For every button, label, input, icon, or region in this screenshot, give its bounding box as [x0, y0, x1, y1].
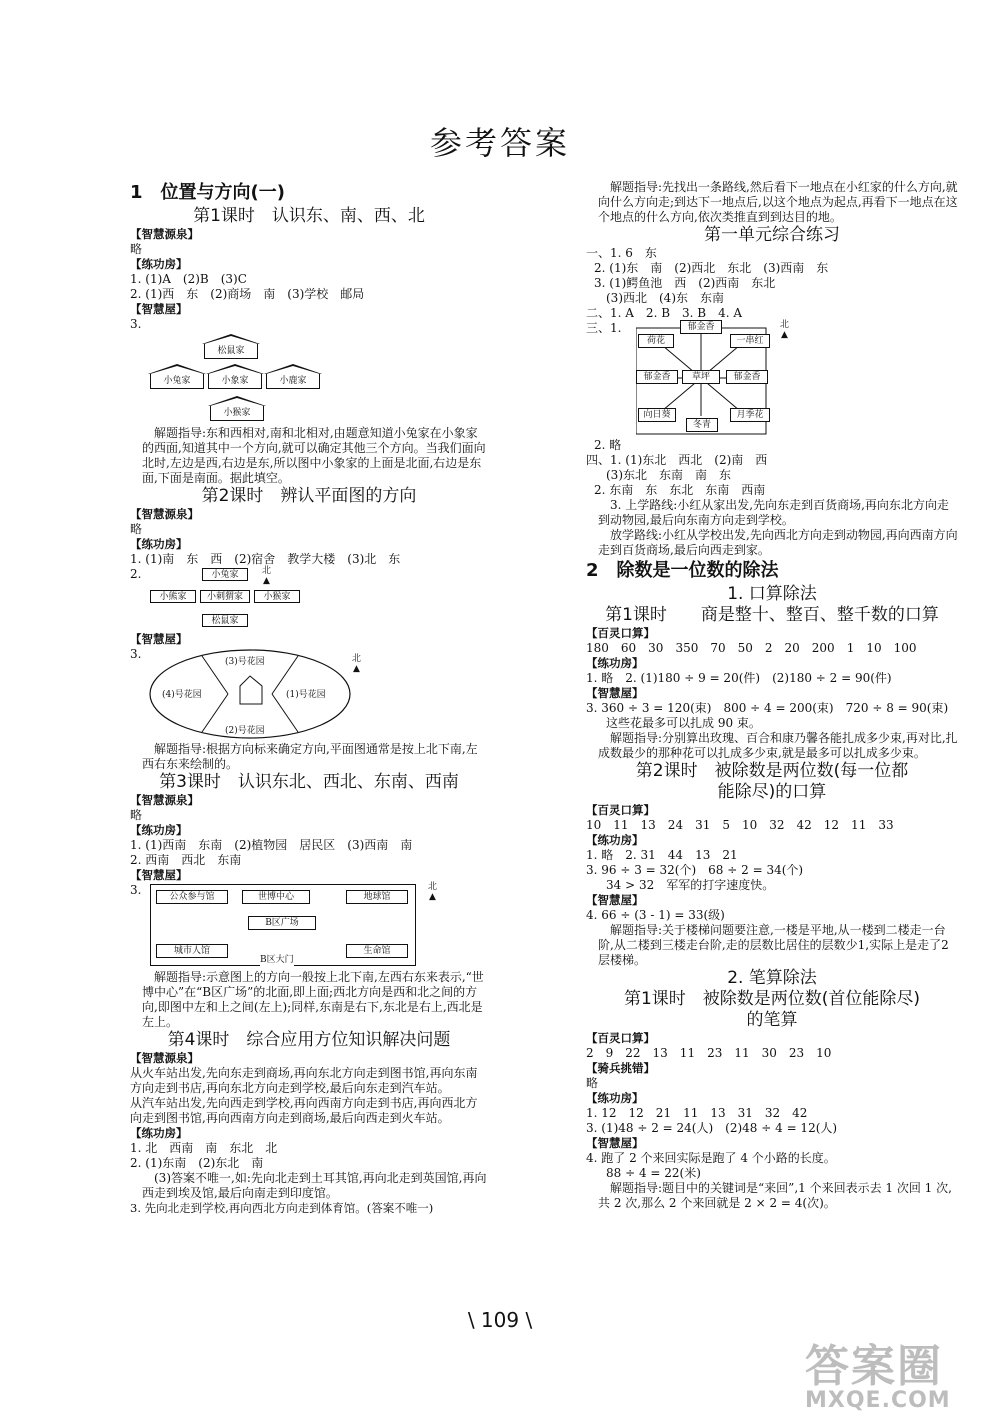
- section-label: 【智慧源泉】: [130, 1051, 199, 1065]
- explanation: 解题指导:分别算出玫瑰、百合和康乃馨各能扎成多少束,再对比,扎成数最少的那种花可以扎成多少束,就是最多可以扎成多少束。: [598, 731, 958, 760]
- explanation: 解题指导:示意图上的方向一般按上北下南,左西右东来表示,“世博中心”在“B区广场”的北面,即上面;西北方向是西和北之间的方向,即图中左和上之间(左上);同样,东南是右下,东北是右上,西北是左上。: [142, 970, 484, 1029]
- answer: 2. 西南 西北 东南: [130, 853, 242, 867]
- answer: 4. 跑了 2 个来回实际是跑了 4 个小路的长度。: [586, 1151, 836, 1165]
- section-label: 【练功房】: [586, 1091, 644, 1105]
- flower-box: 一串红: [730, 334, 770, 348]
- answer: 3.: [130, 883, 142, 897]
- answer: (3)东北 东南 南 东: [606, 468, 731, 482]
- map-box: 地球馆: [346, 890, 408, 904]
- left-column: [130, 180, 488, 1216]
- answer: 3.: [130, 317, 142, 331]
- answer: 3. (1)鳄鱼池 西 (2)西南 东北: [594, 276, 776, 290]
- answer: 180 60 30 350 70 50 2 20 200 1 10 100: [586, 641, 917, 655]
- expo-map-diagram: [130, 884, 488, 968]
- house-box: 小兔家: [202, 568, 248, 581]
- section-label: 【百灵口算】: [586, 1031, 655, 1045]
- answer: 1. 略 2. (1)180 ÷ 9 = 20(件) (2)180 ÷ 2 = 90(件): [586, 671, 892, 685]
- section-label: 【练功房】: [130, 537, 188, 551]
- answer: 1. (1)A (2)B (3)C: [130, 272, 247, 286]
- section-label: 【智慧屋】: [586, 686, 644, 700]
- section-label: 【练功房】: [586, 833, 644, 847]
- section-label: 【智慧屋】: [130, 868, 188, 882]
- answer: (3)答案不唯一,如:先向北走到土耳其馆,再向北走到英国馆,再向西走到埃及馆,最后向南走到印度馆。: [142, 1171, 487, 1200]
- explanation: 解题指导:题目中的关键词是“来回”,1 个来回表示去 1 次回 1 次,共 2 次,那么 2 个来回就是 2 × 2 = 4(次)。: [598, 1181, 952, 1210]
- page-title: 参考答案: [429, 124, 570, 162]
- lesson-title-cont: 的笔算: [746, 1010, 798, 1030]
- house: [206, 364, 264, 388]
- answer: 3. 上学路线:小红从家出发,先向东走到百货商场,再向东北方向走到动物园,最后向东南方向走到学校。: [598, 498, 949, 527]
- section-label: 【骑兵挑错】: [586, 1061, 655, 1075]
- flower-box: 向日葵: [638, 408, 676, 422]
- house: [264, 364, 322, 388]
- section-label: 【练功房】: [586, 656, 644, 670]
- section-label: 【练功房】: [130, 1126, 188, 1140]
- answer: 1. (1)西南 东南 (2)植物园 居民区 (3)西南 南: [130, 838, 413, 852]
- house: [202, 334, 260, 358]
- answer: 二、1. A 2. B 3. B 4. A: [586, 306, 743, 320]
- garden-label: (4)号花园: [162, 690, 202, 700]
- section-label: 【智慧源泉】: [130, 507, 199, 521]
- answer: 10 11 13 24 31 5 10 32 42 12 11 33: [586, 818, 894, 832]
- lesson-title: 第2课时 辨认平面图的方向: [201, 486, 417, 506]
- subunit-heading: 1. 口算除法: [727, 584, 817, 604]
- answer: 2. 东南 东 东北 东南 西南: [594, 483, 766, 497]
- section-label: 【智慧屋】: [586, 893, 644, 907]
- section-label: 【百灵口算】: [586, 626, 655, 640]
- map-gate: B区大门: [260, 955, 294, 965]
- explanation: 解题指导:关于楼梯问题要注意,一楼是平地,从一楼到二楼走一台阶,从二楼到三楼走台阶,走的层数比居住的层数少1,实际上是走了2层楼梯。: [598, 923, 949, 967]
- section-label: 【智慧源泉】: [130, 793, 199, 807]
- answer: 2. (1)东南 (2)东北 南: [130, 1156, 264, 1170]
- section-label: 【智慧屋】: [130, 302, 188, 316]
- answer: (3)西北 (4)东 东南: [606, 291, 724, 305]
- paragraph: 从火车站出发,先向东走到商场,再向东北方向走到图书馆,再向东南方向走到书店,再向东北方向走到学校,最后向东走到汽车站。: [130, 1066, 478, 1095]
- watermark-site: MXQE.COM: [805, 1388, 951, 1413]
- section-label: 【智慧源泉】: [130, 227, 199, 241]
- house: [148, 364, 206, 388]
- lesson-title: 第1课时 认识东、南、西、北: [193, 206, 425, 226]
- house-label: 松鼠家: [204, 344, 258, 359]
- unit-heading: 1 位置与方向(一): [130, 182, 285, 203]
- section-label: 【智慧屋】: [586, 1136, 644, 1150]
- lesson-title: 第3课时 认识东北、西北、东南、西南: [159, 772, 459, 792]
- flower-box: 冬青: [686, 418, 718, 432]
- answer: 3. 360 ÷ 3 = 120(束) 800 ÷ 4 = 200(束) 720 ÷ 8 = 90(束): [586, 701, 949, 715]
- unit-heading: 2 除数是一位数的除法: [586, 560, 779, 581]
- answer: 略: [130, 808, 143, 822]
- house-box: 小熊家: [150, 590, 196, 603]
- map-box: 生命馆: [346, 944, 408, 958]
- section-label: 【智慧屋】: [130, 632, 188, 646]
- north-arrow: 北 ▲: [428, 882, 438, 902]
- house: [208, 396, 266, 420]
- house-label: 小象家: [208, 374, 262, 389]
- answer: 2. 略: [594, 438, 622, 452]
- flower-box: 月季花: [730, 408, 770, 422]
- flower-box: 郁金香: [680, 320, 722, 334]
- answer: 2 9 22 13 11 23 11 30 23 10: [586, 1046, 832, 1060]
- lesson-title: 第2课时 被除数是两位数(每一位都: [635, 761, 909, 781]
- answer: 1. 北 西南 南 东北 北: [130, 1141, 278, 1155]
- answer: 3. 先向北走到学校,再向西北方向走到体育馆。(答案不唯一): [130, 1201, 434, 1215]
- answer: 2.: [130, 567, 142, 581]
- garden-label: (1)号花园: [286, 690, 326, 700]
- answer: 88 ÷ 4 = 22(米): [606, 1166, 701, 1180]
- garden-diagram: [130, 648, 488, 740]
- north-arrow: 北 ▲: [780, 320, 790, 340]
- flower-box: 郁金香: [726, 370, 768, 384]
- answer: 4. 66 ÷ (3 - 1) = 33(级): [586, 908, 725, 922]
- section-label: 【练功房】: [130, 823, 188, 837]
- garden-label: (3)号花园: [225, 657, 265, 667]
- watermark: [805, 1330, 951, 1413]
- answer: 略: [130, 242, 143, 256]
- answer: 四、1. (1)东北 西北 (2)南 西: [586, 453, 768, 467]
- section-label: 【练功房】: [130, 257, 188, 271]
- house-box: 小猴家: [254, 590, 300, 603]
- answer: 3.: [130, 647, 142, 661]
- map-box: 城市人馆: [156, 944, 228, 958]
- answer: 1. 12 12 21 11 13 31 32 42: [586, 1106, 808, 1120]
- flower-box: 郁金香: [636, 370, 678, 384]
- garden-label: (2)号花园: [225, 726, 265, 736]
- answer: 略: [586, 1076, 599, 1090]
- answer: 略: [130, 522, 143, 536]
- house-box: 松鼠家: [202, 614, 248, 627]
- answer: 2. (1)东 南 (2)西北 东北 (3)西南 东: [594, 261, 829, 275]
- watermark-text: 答案圈: [805, 1341, 943, 1392]
- house-label: 小鹿家: [266, 374, 320, 389]
- flower-box: 草坪: [682, 370, 720, 384]
- section-label: 【百灵口算】: [586, 803, 655, 817]
- explanation: 解题指导:根据方向标来确定方向,平面图通常是按上北下南,左西右东来绘制的。: [142, 742, 478, 771]
- answer: 34 > 32 军军的打字速度快。: [606, 878, 775, 892]
- lesson-title: 第1课时 被除数是两位数(首位能除尽): [623, 989, 921, 1009]
- review-title: 第一单元综合练习: [704, 225, 840, 245]
- north-arrow: 北 ▲: [352, 654, 362, 674]
- house-label: 小猴家: [210, 406, 264, 421]
- map-box: B区广场: [248, 916, 316, 930]
- explanation: 解题指导:先找出一条路线,然后看下一地点在小红家的什么方向,就向什么方向走;到达下一地点后,以这个地点为起点,再看下一地点在这个地点的什么方向,依次类推直到到达目的地。: [598, 180, 958, 224]
- lesson-title-cont: 能除尽)的口算: [717, 782, 827, 802]
- flower-box: 荷花: [638, 334, 674, 348]
- paragraph: 从汽车站出发,先向西走到学校,再向西南方向走到书店,再向西北方向走到图书馆,再向西南方向走到商场,最后向西走到火车站。: [130, 1096, 478, 1125]
- house-label: 小兔家: [150, 374, 204, 389]
- page-number: \ 109 \: [467, 1308, 533, 1332]
- map-box: 公众参与馆: [156, 890, 228, 904]
- answer: 这些花最多可以扎成 90 束。: [606, 716, 761, 730]
- answer: 3. (1)48 ÷ 2 = 24(人) (2)48 ÷ 4 = 12(人): [586, 1121, 838, 1135]
- answer: 3. 96 ÷ 3 = 32(个) 68 ÷ 2 = 34(个): [586, 863, 804, 877]
- lesson-title: 第1课时 商是整十、整百、整千数的口算: [605, 605, 939, 625]
- subunit-heading: 2. 笔算除法: [727, 968, 817, 988]
- answer: 2. (1)西 东 (2)商场 南 (3)学校 邮局: [130, 287, 365, 301]
- answer: 1. (1)南 东 西 (2)宿舍 教学大楼 (3)北 东: [130, 552, 401, 566]
- answer: 放学路线:小红从学校出发,先向西北方向走到动物园,再向西南方向走到百货商场,最后向西走到家。: [598, 528, 958, 557]
- answer: 一、1. 6 东: [586, 246, 657, 260]
- answer: 三、1.: [586, 321, 622, 335]
- flower-bed-diagram: [586, 320, 958, 436]
- right-column: [586, 180, 958, 1211]
- map-box: 世博中心: [242, 890, 310, 904]
- houses-grid-diagram: [130, 568, 488, 630]
- answer: 1. 略 2. 31 44 13 21: [586, 848, 738, 862]
- north-arrow: 北 ▲: [262, 566, 272, 586]
- houses-diagram: [130, 334, 488, 424]
- explanation: 解题指导:东和西相对,南和北相对,由题意知道小兔家在小象家的西面,知道其中一个方向,就可以确定其他三个方向。当我们面向北时,左边是西,右边是东,所以图中小象家的上面是北面,右边是东面,下面是南面。据此填空。: [142, 426, 486, 485]
- house-box: 小刺猬家: [200, 590, 250, 603]
- lesson-title: 第4课时 综合应用方位知识解决问题: [167, 1030, 451, 1050]
